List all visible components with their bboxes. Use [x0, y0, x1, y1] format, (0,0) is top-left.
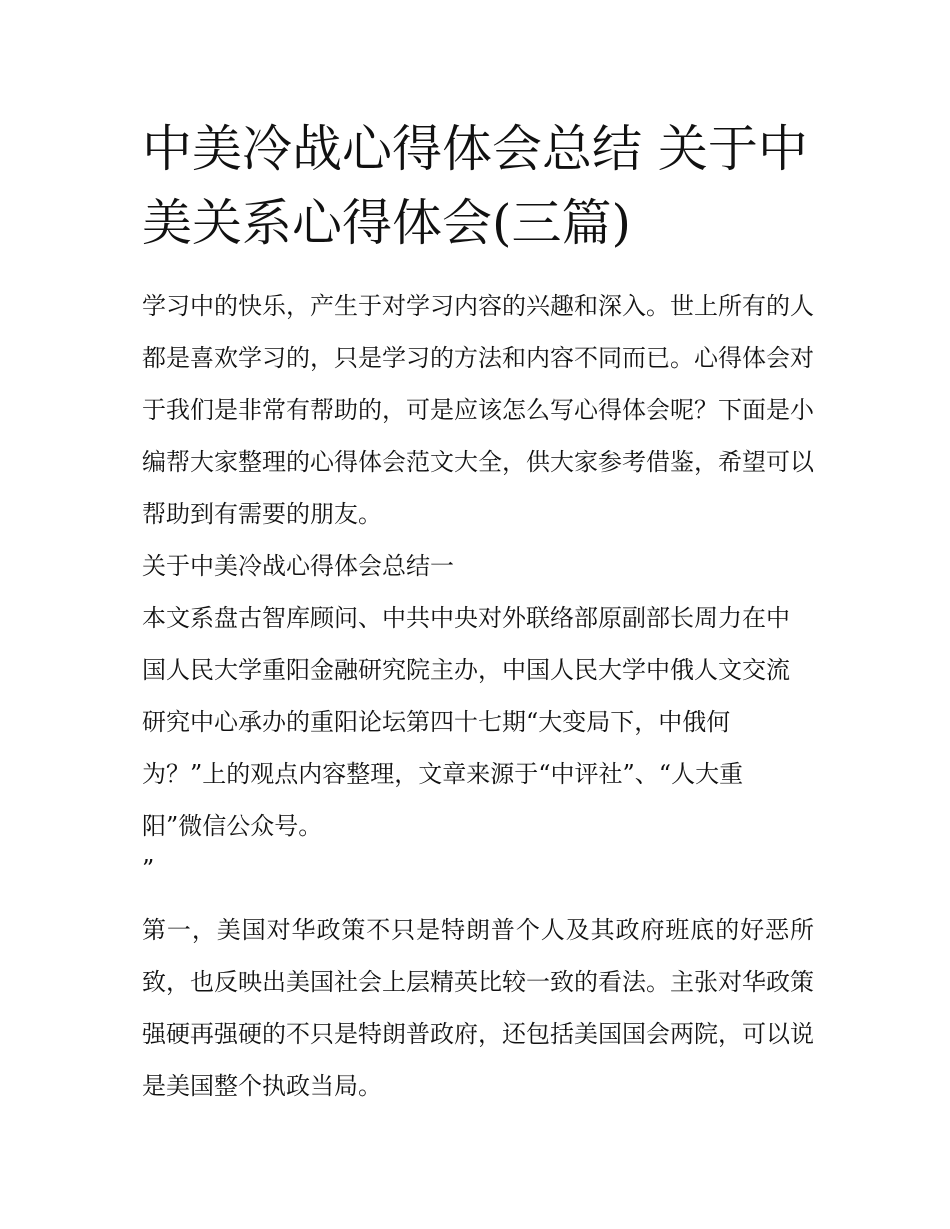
paragraph-spacer	[142, 882, 814, 904]
section-heading: 关于中美冷战心得体会总结一	[142, 552, 454, 580]
intro-paragraph: 学习中的快乐，产生于对学习内容的兴趣和深入。世上所有的人都是喜欢学习的，只是学习的方法和内容不同而已。心得体会对于我们是非常有帮助的，可是应该怎么写心得体会呢？下面是小编帮大家整理的心得体会范文大全，供大家参考借鉴，希望可以帮助到有需要的朋友。	[142, 292, 814, 528]
source-line: 为？”上的观点内容整理，文章来源于“中评社”、“人大重	[142, 760, 744, 788]
source-paragraph	[142, 592, 814, 852]
source-line: 本文系盘古智库顾问、中共中央对外联络部原副部长周力在中	[142, 604, 790, 632]
point-one-paragraph: 第一，美国对华政策不只是特朗普个人及其政府班底的好恶所致，也反映出美国社会上层精英比较一致的看法。主张对华政策强硬再强硬的不只是特朗普政府，还包括美国国会两院，可以说是美国整个执政当局。	[142, 916, 814, 1100]
document-page	[142, 112, 814, 1112]
source-line: 国人民大学重阳金融研究院主办，中国人民大学中俄人文交流	[142, 656, 790, 684]
source-line: 阳”微信公众号。	[142, 812, 323, 840]
source-line: 研究中心承办的重阳论坛第四十七期“大变局下，中俄何	[142, 708, 731, 736]
document-title: 中美冷战心得体会总结 关于中美关系心得体会(三篇)	[142, 120, 808, 252]
stray-quote-mark: ”	[142, 855, 155, 883]
